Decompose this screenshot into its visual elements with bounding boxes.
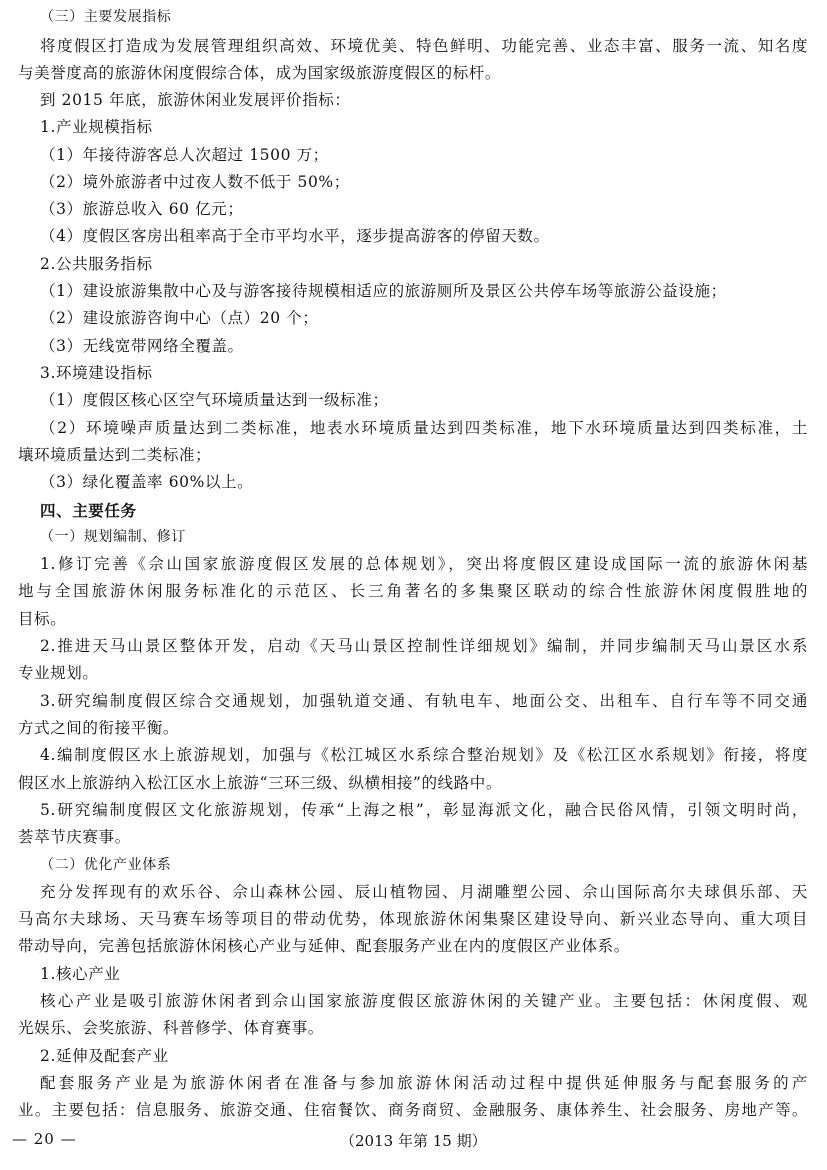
- paragraph-line: 核心产业是吸引旅游休闲者到佘山国家旅游度假区旅游休闲的关键产业。主要包括：休闲度假、观: [40, 992, 808, 1010]
- paragraph-line: 与美誉度高的旅游休闲度假综合体，成为国家级旅游度假区的标杆。: [18, 64, 502, 82]
- issue-label: （2013 年第 15 期）: [340, 1132, 487, 1150]
- paragraph-line: 4.编制度假区水上旅游规划，加强与《松江城区水系综合整治规划》及《松江区水系规划》衔接，将度: [40, 746, 808, 764]
- paragraph-line: 2.推进天马山景区整体开发，启动《天马山景区控制性详细规划》编制，并同步编制天马山景区水系: [40, 637, 808, 655]
- list-item: （4）度假区客房出租率高于全市平均水平，逐步提高游客的停留天数。: [40, 227, 550, 245]
- paragraph-line: 带动导向，完善包括旅游休闲核心产业与延伸、配套服务产业在内的度假区产业体系。: [18, 937, 630, 955]
- list-item: （2）境外旅游者中过夜人数不低于 50%；: [40, 173, 350, 191]
- list-item: （2）环境噪声质量达到二类标准，地表水环境质量达到四类标准，地下水环境质量达到四类标准，土: [40, 419, 808, 437]
- paragraph-line: 5.研究编制度假区文化旅游规划，传承“上海之根”，彰显海派文化，融合民俗风情，引领文明时尚，: [40, 801, 808, 819]
- paragraph-line: 荟萃节庆赛事。: [18, 828, 131, 846]
- paragraph-line: 专业规划。: [18, 664, 99, 682]
- subsection-heading: （一）规划编制、修订: [40, 529, 186, 545]
- paragraph-line: 壤环境质量达到二类标准；: [18, 446, 212, 464]
- subheading: 1.核心产业: [40, 965, 121, 983]
- paragraph-line: 充分发挥现有的欢乐谷、佘山森林公园、辰山植物园、月湖雕塑公园、佘山国际高尔夫球俱乐部、天: [40, 883, 808, 901]
- subsection-heading: （二）优化产业体系: [40, 857, 172, 873]
- subheading: 2.延伸及配套产业: [40, 1047, 169, 1065]
- paragraph-line: 地与全国旅游休闲服务标准化的示范区、长三角著名的多集聚区联动的综合性旅游休闲度假胜地的: [18, 582, 808, 600]
- list-item: （3）无线宽带网络全覆盖。: [40, 337, 244, 355]
- paragraph-line: 1.修订完善《佘山国家旅游度假区发展的总体规划》，突出将度假区建设成国际一流的旅游休闲基: [40, 555, 808, 573]
- page-number: — 20 —: [12, 1130, 77, 1148]
- list-item: （1）度假区核心区空气环境质量达到一级标准；: [40, 391, 389, 409]
- list-item: （3）旅游总收入 60 亿元；: [40, 200, 244, 218]
- subheading: 3.环境建设指标: [40, 364, 153, 382]
- subheading: 2.公共服务指标: [40, 255, 153, 273]
- section-heading: （三）主要发展指标: [40, 9, 172, 25]
- paragraph-line: 业。主要包括：信息服务、旅游交通、住宿餐饮、商务商贸、金融服务、康体养生、社会服务、房地产等。: [18, 1101, 808, 1119]
- paragraph-line: 光娱乐、会奖旅游、科普修学、体育赛事。: [18, 1019, 324, 1037]
- paragraph-line: 到 2015 年底，旅游休闲业发展评价指标：: [40, 91, 351, 109]
- section-heading: 四、主要任务: [40, 501, 137, 520]
- paragraph-line: 马高尔夫球场、天马赛车场等项目的带动优势，体现旅游休闲集聚区建设导向、新兴业态导向、重大项目: [18, 910, 808, 928]
- paragraph-line: 假区水上旅游纳入松江区水上旅游“三环三级、纵横相接”的线路中。: [18, 774, 502, 792]
- paragraph-line: 方式之间的衔接平衡。: [18, 719, 180, 737]
- paragraph-line: 配套服务产业是为旅游休闲者在准备与参加旅游休闲活动过程中提供延伸服务与配套服务的产: [40, 1074, 808, 1092]
- subheading: 1.产业规模指标: [40, 118, 153, 136]
- list-item: （1）建设旅游集散中心及与游客接待规模相适应的旅游厕所及景区公共停车场等旅游公益设施；: [40, 282, 727, 300]
- paragraph-line: 3.研究编制度假区综合交通规划，加强轨道交通、有轨电车、地面公交、出租车、自行车等不同交通: [40, 692, 808, 710]
- paragraph-line: 将度假区打造成为发展管理组织高效、环境优美、特色鲜明、功能完善、业态丰富、服务一流、知名度: [40, 37, 808, 55]
- list-item: （1）年接待游客总人次超过 1500 万；: [40, 146, 329, 164]
- paragraph-line: 目标。: [18, 610, 67, 628]
- list-item: （2）建设旅游咨询中心（点）20 个；: [40, 309, 319, 327]
- list-item: （3）绿化覆盖率 60%以上。: [40, 473, 254, 491]
